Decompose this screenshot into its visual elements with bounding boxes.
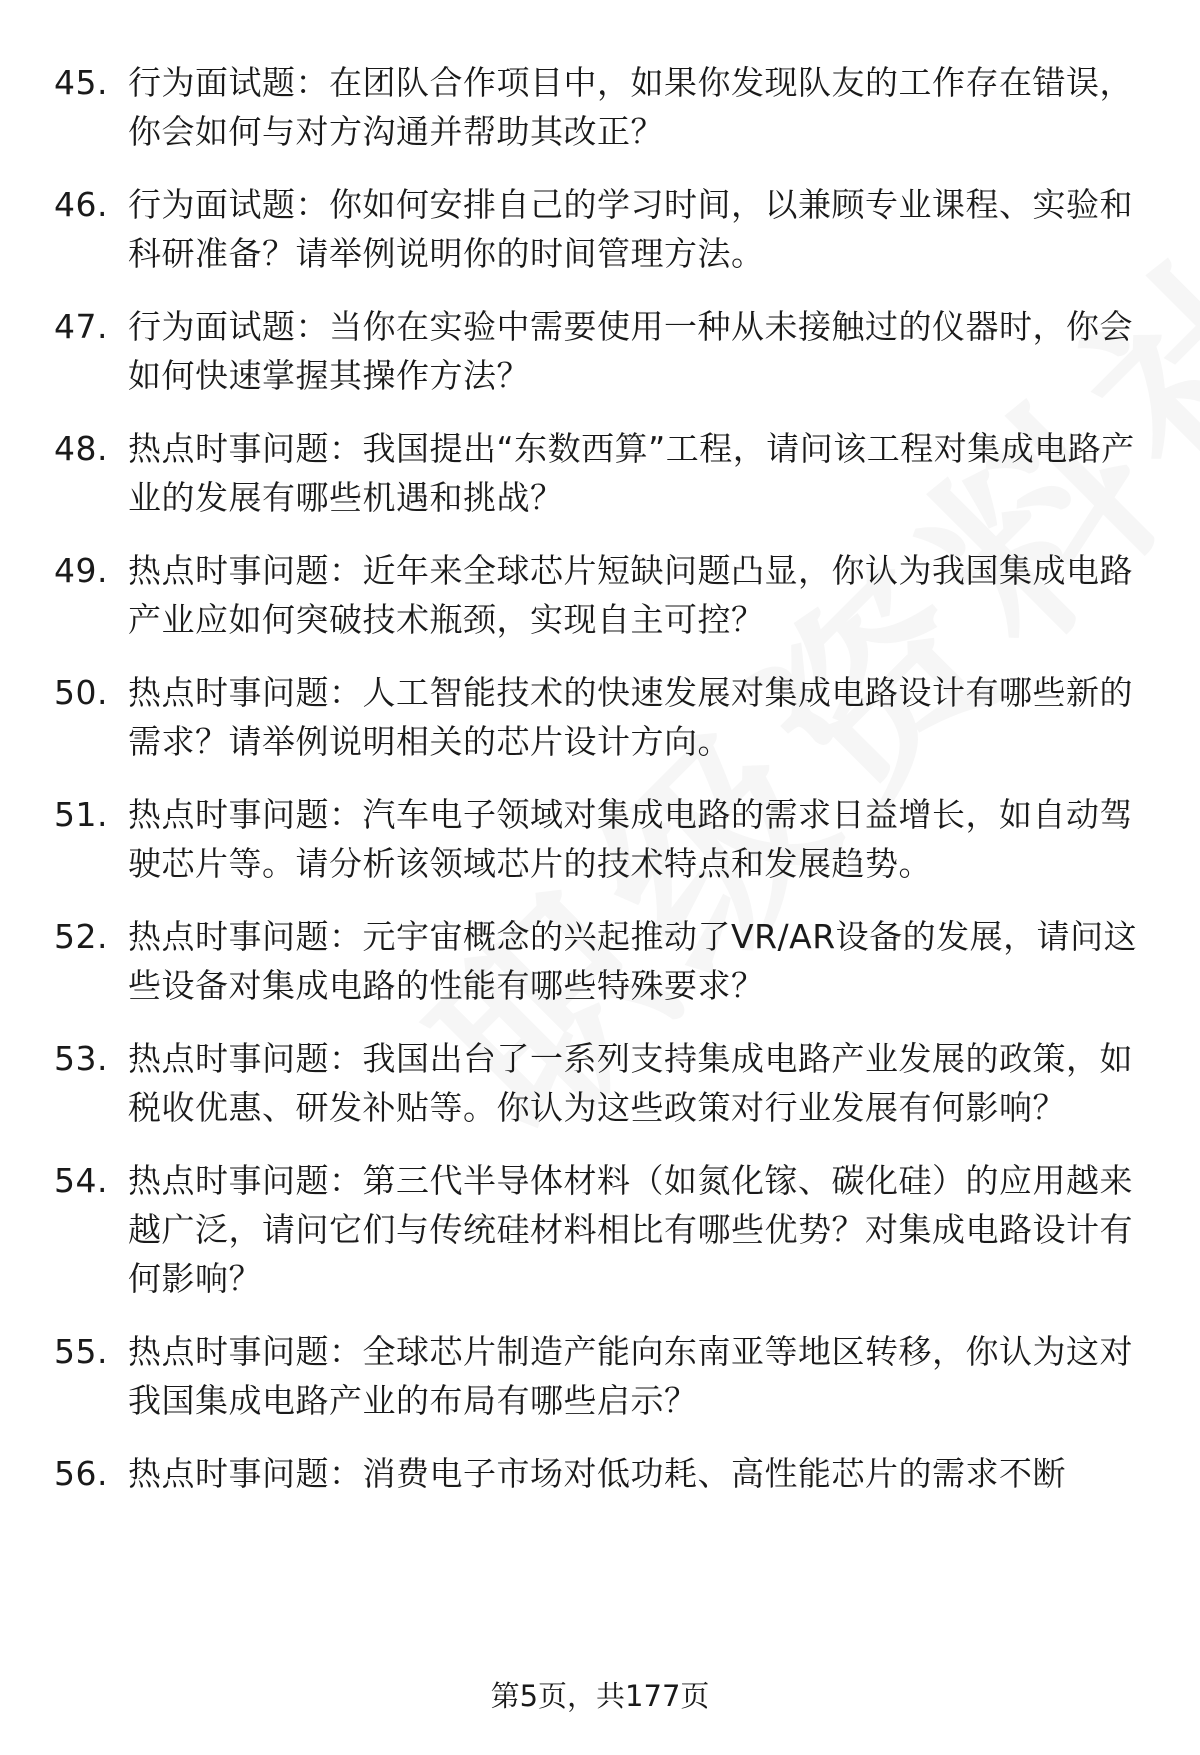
page-number-footer: 第5页，共177页 — [490, 1679, 710, 1713]
question-text: 热点时事问题：汽车电子领域对集成电路的需求日益增长，如自动驾驶芯片等。请分析该领域芯片的技术特点和发展趋势。 — [128, 795, 1133, 883]
question-number: 53. — [54, 1039, 108, 1078]
list-item — [0, 668, 1200, 766]
question-text: 行为面试题：当你在实验中需要使用一种从未接触过的仪器时，你会如何快速掌握其操作方法？ — [128, 307, 1133, 395]
list-item — [0, 302, 1200, 400]
list-item — [0, 790, 1200, 888]
question-number: 52. — [54, 917, 108, 956]
question-number: 45. — [54, 63, 108, 102]
question-number: 46. — [54, 185, 108, 224]
question-number: 51. — [54, 795, 108, 834]
question-text: 热点时事问题：消费电子市场对低功耗、高性能芯片的需求不断 — [128, 1454, 1066, 1493]
question-number: 50. — [54, 673, 108, 712]
list-item — [0, 424, 1200, 522]
list-item — [0, 912, 1200, 1010]
question-number: 48. — [54, 429, 108, 468]
question-list — [0, 58, 1200, 1522]
list-item — [0, 1327, 1200, 1425]
question-text: 热点时事问题：元宇宙概念的兴起推动了VR/AR设备的发展，请问这些设备对集成电路的性能有哪些特殊要求？ — [128, 917, 1138, 1005]
question-text: 行为面试题：在团队合作项目中，如果你发现队友的工作存在错误，你会如何与对方沟通并帮助其改正？ — [128, 63, 1133, 151]
question-number: 49. — [54, 551, 108, 590]
question-text: 热点时事问题：第三代半导体材料（如氮化镓、碳化硅）的应用越来越广泛，请问它们与传统硅材料相比有哪些优势？对集成电路设计有何影响？ — [128, 1161, 1133, 1298]
list-item — [0, 180, 1200, 278]
question-text: 行为面试题：你如何安排自己的学习时间，以兼顾专业课程、实验和科研准备？请举例说明你的时间管理方法。 — [128, 185, 1133, 273]
question-number: 47. — [54, 307, 108, 346]
list-item — [0, 1034, 1200, 1132]
list-item — [0, 1156, 1200, 1303]
question-text: 热点时事问题：人工智能技术的快速发展对集成电路设计有哪些新的需求？请举例说明相关的芯片设计方向。 — [128, 673, 1133, 761]
list-item — [0, 1449, 1200, 1498]
question-text: 热点时事问题：我国出台了一系列支持集成电路产业发展的政策，如税收优惠、研发补贴等。你认为这些政策对行业发展有何影响？ — [128, 1039, 1133, 1127]
question-text: 热点时事问题：我国提出“东数西算”工程，请问该工程对集成电路产业的发展有哪些机遇和挑战？ — [128, 429, 1135, 517]
question-number: 55. — [54, 1332, 108, 1371]
list-item — [0, 546, 1200, 644]
question-text: 热点时事问题：全球芯片制造产能向东南亚等地区转移，你认为这对我国集成电路产业的布局有哪些启示？ — [128, 1332, 1133, 1420]
list-item — [0, 58, 1200, 156]
question-number: 56. — [54, 1454, 108, 1493]
question-number: 54. — [54, 1161, 108, 1200]
question-text: 热点时事问题：近年来全球芯片短缺问题凸显，你认为我国集成电路产业应如何突破技术瓶颈，实现自主可控？ — [128, 551, 1133, 639]
